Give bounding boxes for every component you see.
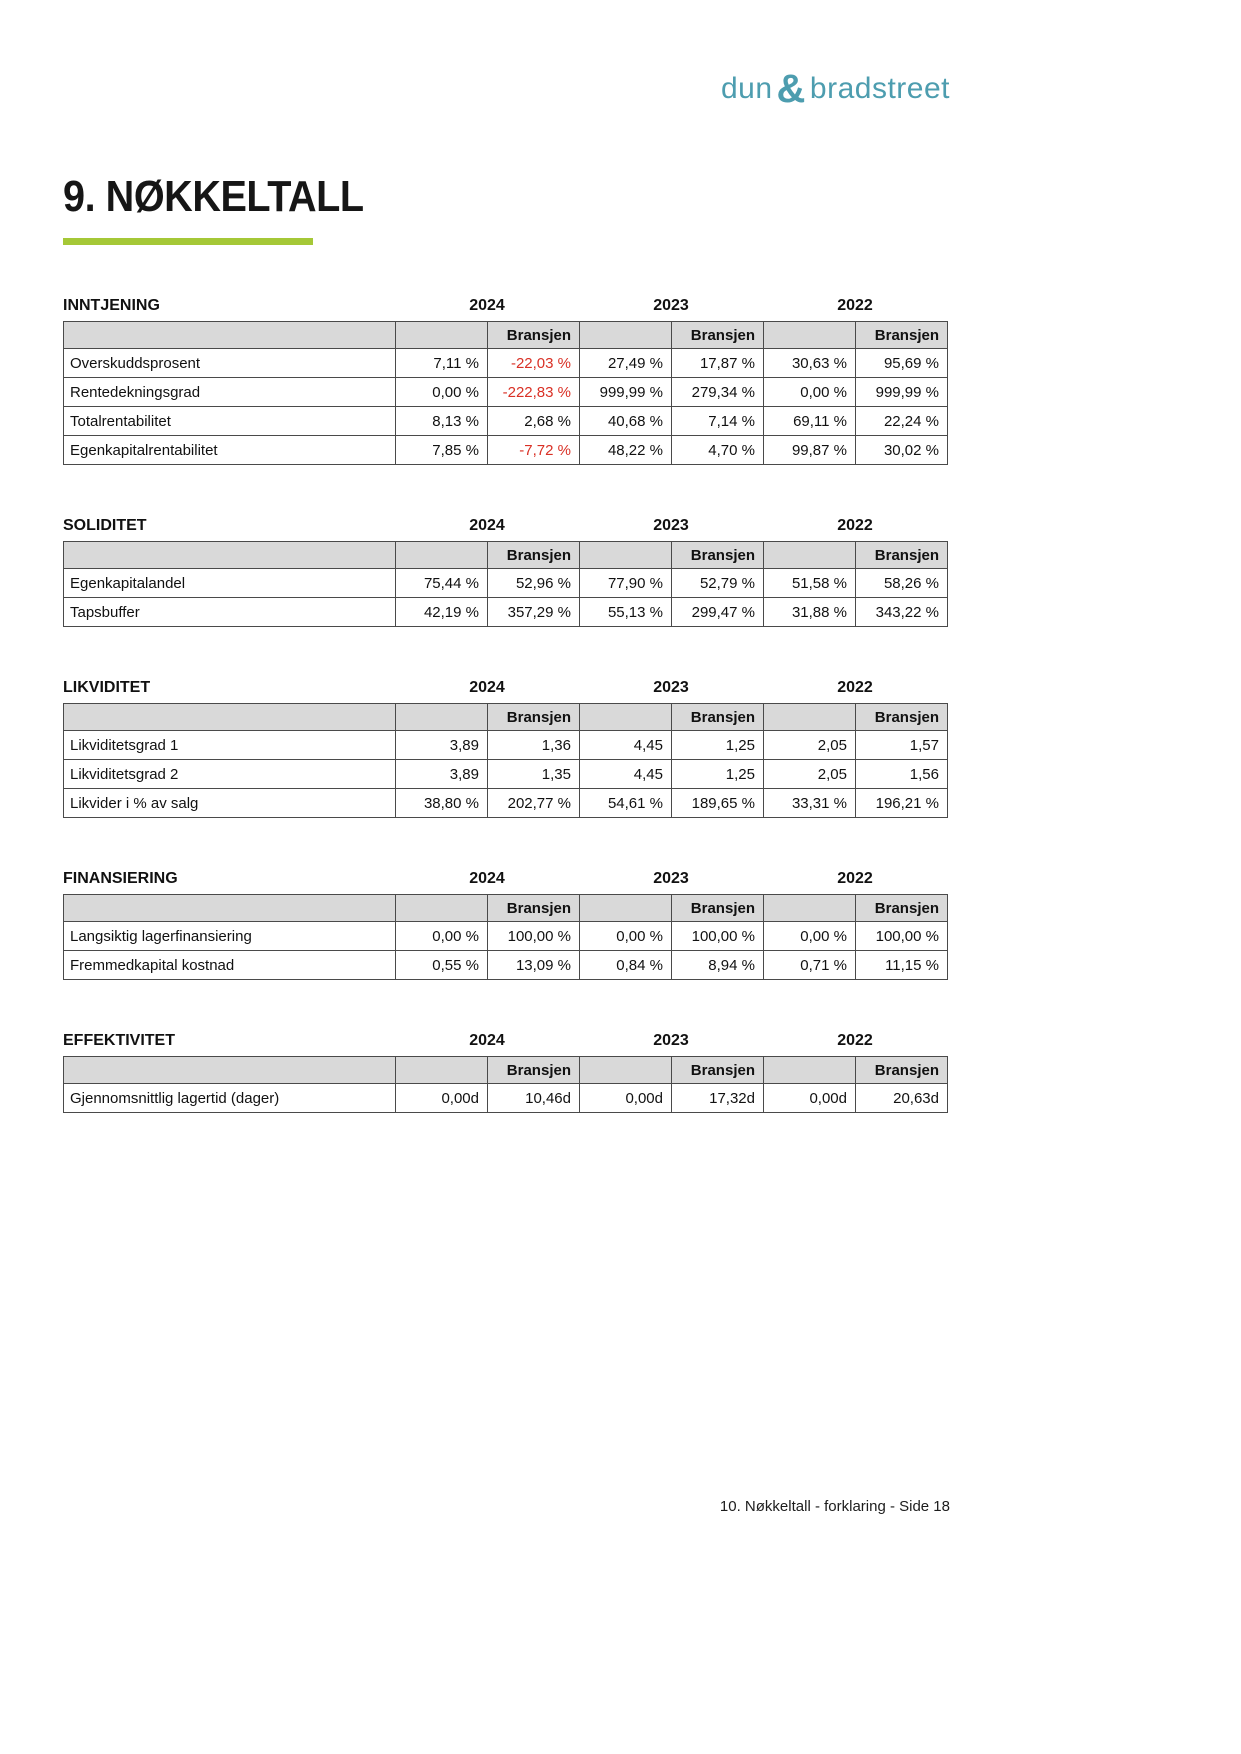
- bransjen-value: 1,35: [488, 760, 580, 789]
- dun-and-bradstreet-logo: [63, 67, 950, 111]
- year-label: 2024: [469, 517, 505, 534]
- section-header-row: [63, 297, 947, 315]
- table-header-row: [64, 895, 948, 922]
- company-value: 8,13 %: [396, 407, 488, 436]
- company-value: 0,71 %: [764, 951, 856, 980]
- company-value: 0,00d: [396, 1084, 488, 1113]
- row-label: Fremmedkapital kostnad: [64, 951, 396, 980]
- logo-text-dun: dun: [720, 72, 773, 105]
- bransjen-value: 4,70 %: [672, 436, 764, 465]
- empty-column-header: [396, 1057, 488, 1084]
- year-label: 2022: [837, 870, 873, 887]
- bransjen-value: 58,26 %: [856, 569, 948, 598]
- bransjen-column-header: Bransjen: [672, 322, 764, 349]
- company-value: 4,45: [580, 731, 672, 760]
- year-label: 2022: [837, 1032, 873, 1049]
- empty-column-header: [764, 542, 856, 569]
- row-label: Tapsbuffer: [64, 598, 396, 627]
- company-value: 0,84 %: [580, 951, 672, 980]
- year-label: 2023: [653, 1032, 689, 1049]
- bransjen-value: 2,68 %: [488, 407, 580, 436]
- table-row: [64, 731, 948, 760]
- company-value: 31,88 %: [764, 598, 856, 627]
- bransjen-value: 11,15 %: [856, 951, 948, 980]
- section-header-row: [63, 1032, 947, 1050]
- table-row: [64, 789, 948, 818]
- company-value: 0,00 %: [764, 378, 856, 407]
- empty-column-header: [764, 895, 856, 922]
- year-label: 2022: [837, 517, 873, 534]
- bransjen-value: 1,25: [672, 760, 764, 789]
- table-header-row: [64, 1057, 948, 1084]
- table-header-row: [64, 322, 948, 349]
- bransjen-value: 1,56: [856, 760, 948, 789]
- section-finansiering: [63, 870, 947, 980]
- row-label: Totalrentabilitet: [64, 407, 396, 436]
- company-value: 69,11 %: [764, 407, 856, 436]
- bransjen-value: 10,46d: [488, 1084, 580, 1113]
- company-value: 0,00 %: [396, 922, 488, 951]
- row-label: Langsiktig lagerfinansiering: [64, 922, 396, 951]
- bransjen-value: 202,77 %: [488, 789, 580, 818]
- empty-column-header: [764, 322, 856, 349]
- year-label: 2024: [469, 679, 505, 696]
- empty-column-header: [580, 322, 672, 349]
- empty-column-header: [764, 1057, 856, 1084]
- table-header-row: [64, 704, 948, 731]
- tables-area: [63, 297, 947, 1113]
- bransjen-value: 1,57: [856, 731, 948, 760]
- table-row: [64, 407, 948, 436]
- section-effektivitet: [63, 1032, 947, 1113]
- bransjen-column-header: Bransjen: [488, 322, 580, 349]
- company-value: 0,00d: [764, 1084, 856, 1113]
- bransjen-value: 999,99 %: [856, 378, 948, 407]
- table-row: [64, 436, 948, 465]
- company-value: 75,44 %: [396, 569, 488, 598]
- empty-column-header: [764, 704, 856, 731]
- row-label: Egenkapitalandel: [64, 569, 396, 598]
- bransjen-column-header: Bransjen: [488, 1057, 580, 1084]
- empty-column-header: [64, 322, 396, 349]
- company-value: 0,00 %: [580, 922, 672, 951]
- company-value: 54,61 %: [580, 789, 672, 818]
- bransjen-value: 100,00 %: [672, 922, 764, 951]
- company-value: 27,49 %: [580, 349, 672, 378]
- company-value: 51,58 %: [764, 569, 856, 598]
- company-value: 38,80 %: [396, 789, 488, 818]
- section-header-row: [63, 679, 947, 697]
- company-value: 40,68 %: [580, 407, 672, 436]
- row-label: Likviditetsgrad 1: [64, 731, 396, 760]
- kpi-table: [63, 1056, 948, 1113]
- bransjen-value: 52,96 %: [488, 569, 580, 598]
- table-row: [64, 598, 948, 627]
- table-row: [64, 349, 948, 378]
- bransjen-value: 100,00 %: [856, 922, 948, 951]
- year-label: 2024: [469, 870, 505, 887]
- kpi-table: [63, 321, 948, 465]
- bransjen-column-header: Bransjen: [488, 704, 580, 731]
- year-label: 2023: [653, 297, 689, 314]
- year-label: 2022: [837, 679, 873, 696]
- section-title: EFFEKTIVITET: [63, 1032, 175, 1049]
- bransjen-column-header: Bransjen: [856, 1057, 948, 1084]
- bransjen-value: 343,22 %: [856, 598, 948, 627]
- bransjen-column-header: Bransjen: [488, 542, 580, 569]
- row-label: Gjennomsnittlig lagertid (dager): [64, 1084, 396, 1113]
- section-header-row: [63, 517, 947, 535]
- section-soliditet: [63, 517, 947, 627]
- table-row: [64, 760, 948, 789]
- empty-column-header: [64, 895, 396, 922]
- section-inntjening: [63, 297, 947, 465]
- bransjen-value: 279,34 %: [672, 378, 764, 407]
- company-value: 0,00d: [580, 1084, 672, 1113]
- section-title: FINANSIERING: [63, 870, 178, 887]
- table-row: [64, 1084, 948, 1113]
- bransjen-value: 17,32d: [672, 1084, 764, 1113]
- company-value: 0,55 %: [396, 951, 488, 980]
- kpi-table: [63, 541, 948, 627]
- year-label: 2023: [653, 870, 689, 887]
- company-value: 7,85 %: [396, 436, 488, 465]
- row-label: Rentedekningsgrad: [64, 378, 396, 407]
- section-likviditet: [63, 679, 947, 818]
- logo-ampersand-icon: &: [776, 67, 806, 111]
- bransjen-value: 7,14 %: [672, 407, 764, 436]
- bransjen-value: 13,09 %: [488, 951, 580, 980]
- bransjen-value: -7,72 %: [488, 436, 580, 465]
- bransjen-column-header: Bransjen: [672, 1057, 764, 1084]
- bransjen-column-header: Bransjen: [488, 895, 580, 922]
- year-label: 2023: [653, 517, 689, 534]
- bransjen-value: 196,21 %: [856, 789, 948, 818]
- bransjen-value: 22,24 %: [856, 407, 948, 436]
- table-row: [64, 951, 948, 980]
- company-value: 33,31 %: [764, 789, 856, 818]
- row-label: Egenkapitalrentabilitet: [64, 436, 396, 465]
- page-title: 9. NØKKELTALL: [63, 172, 364, 221]
- company-value: 55,13 %: [580, 598, 672, 627]
- row-label: Overskuddsprosent: [64, 349, 396, 378]
- company-value: 30,63 %: [764, 349, 856, 378]
- section-title: INNTJENING: [63, 297, 160, 314]
- section-header-row: [63, 870, 947, 888]
- year-label: 2024: [469, 297, 505, 314]
- bransjen-value: 299,47 %: [672, 598, 764, 627]
- bransjen-value: 100,00 %: [488, 922, 580, 951]
- bransjen-column-header: Bransjen: [672, 895, 764, 922]
- empty-column-header: [580, 895, 672, 922]
- page-footer: 10. Nøkkeltall - forklaring - Side 18: [719, 1498, 950, 1515]
- year-label: 2023: [653, 679, 689, 696]
- empty-column-header: [64, 1057, 396, 1084]
- company-value: 3,89: [396, 731, 488, 760]
- bransjen-value: 189,65 %: [672, 789, 764, 818]
- kpi-table: [63, 703, 948, 818]
- bransjen-value: 30,02 %: [856, 436, 948, 465]
- content-area: [63, 0, 950, 1754]
- company-value: 2,05: [764, 760, 856, 789]
- year-label: 2022: [837, 297, 873, 314]
- empty-column-header: [64, 704, 396, 731]
- bransjen-value: -22,03 %: [488, 349, 580, 378]
- section-title: SOLIDITET: [63, 517, 147, 534]
- empty-column-header: [64, 542, 396, 569]
- row-label: Likviditetsgrad 2: [64, 760, 396, 789]
- bransjen-column-header: Bransjen: [856, 704, 948, 731]
- bransjen-value: 95,69 %: [856, 349, 948, 378]
- kpi-table: [63, 894, 948, 980]
- row-label: Likvider i % av salg: [64, 789, 396, 818]
- bransjen-column-header: Bransjen: [856, 322, 948, 349]
- company-value: 3,89: [396, 760, 488, 789]
- table-row: [64, 922, 948, 951]
- table-row: [64, 378, 948, 407]
- table-row: [64, 569, 948, 598]
- empty-column-header: [396, 542, 488, 569]
- bransjen-column-header: Bransjen: [672, 542, 764, 569]
- company-value: 2,05: [764, 731, 856, 760]
- company-value: 7,11 %: [396, 349, 488, 378]
- empty-column-header: [580, 1057, 672, 1084]
- company-value: 0,00 %: [764, 922, 856, 951]
- company-value: 99,87 %: [764, 436, 856, 465]
- empty-column-header: [580, 542, 672, 569]
- company-value: 42,19 %: [396, 598, 488, 627]
- company-value: 48,22 %: [580, 436, 672, 465]
- bransjen-column-header: Bransjen: [856, 542, 948, 569]
- section-title: LIKVIDITET: [63, 679, 151, 696]
- bransjen-value: 8,94 %: [672, 951, 764, 980]
- bransjen-value: -222,83 %: [488, 378, 580, 407]
- company-value: 999,99 %: [580, 378, 672, 407]
- bransjen-value: 357,29 %: [488, 598, 580, 627]
- bransjen-column-header: Bransjen: [856, 895, 948, 922]
- bransjen-value: 17,87 %: [672, 349, 764, 378]
- bransjen-value: 1,36: [488, 731, 580, 760]
- empty-column-header: [396, 704, 488, 731]
- logo-text-bradstreet: bradstreet: [809, 72, 950, 105]
- empty-column-header: [396, 322, 488, 349]
- title-accent-bar: [63, 238, 313, 245]
- table-header-row: [64, 542, 948, 569]
- empty-column-header: [580, 704, 672, 731]
- bransjen-value: 52,79 %: [672, 569, 764, 598]
- year-label: 2024: [469, 1032, 505, 1049]
- company-value: 0,00 %: [396, 378, 488, 407]
- company-value: 77,90 %: [580, 569, 672, 598]
- company-value: 4,45: [580, 760, 672, 789]
- empty-column-header: [396, 895, 488, 922]
- bransjen-value: 1,25: [672, 731, 764, 760]
- bransjen-column-header: Bransjen: [672, 704, 764, 731]
- bransjen-value: 20,63d: [856, 1084, 948, 1113]
